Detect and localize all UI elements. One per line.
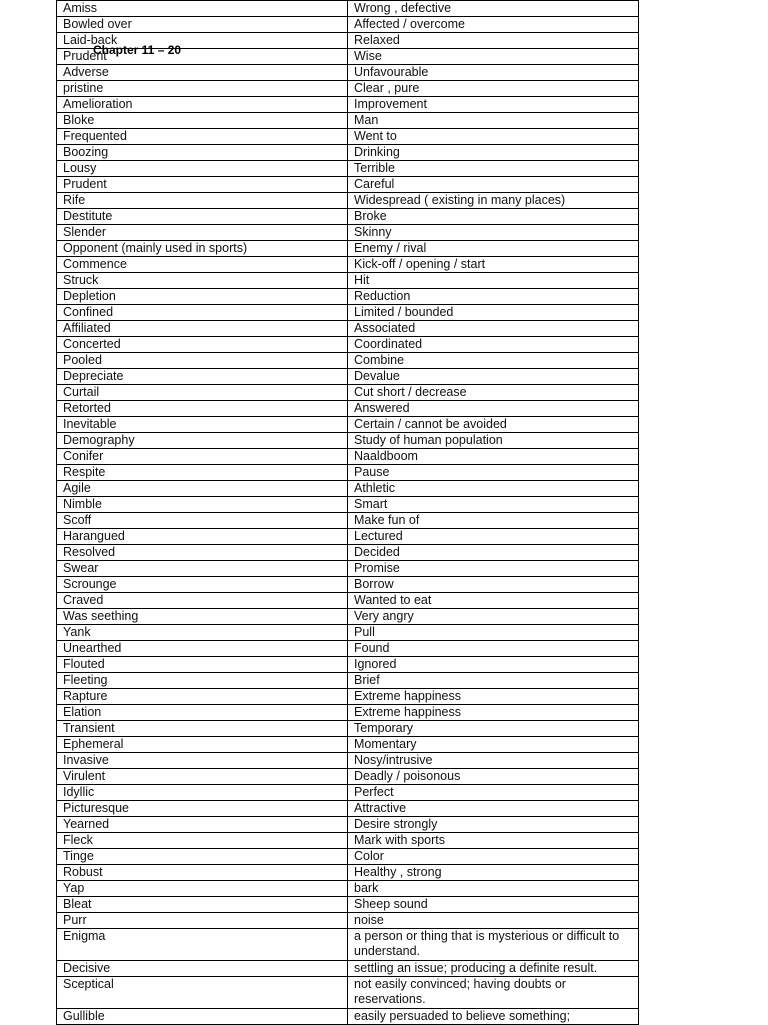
word-cell: Robust [57,865,348,881]
word-cell: Invasive [57,753,348,769]
meaning-cell: easily persuaded to believe something; [348,1009,639,1025]
word-cell: Elation [57,705,348,721]
table-row [57,801,639,817]
word-cell: Laid-back [57,33,348,49]
table-row [57,929,639,961]
meaning-cell: Improvement [348,97,639,113]
table-row [57,465,639,481]
table-row [57,977,639,1009]
meaning-cell: bark [348,881,639,897]
table-row [57,273,639,289]
word-cell: Decisive [57,961,348,977]
meaning-cell: Color [348,849,639,865]
table-row [57,193,639,209]
table-row [57,865,639,881]
table-row [57,817,639,833]
table-row [57,641,639,657]
word-cell: Ephemeral [57,737,348,753]
table-row [57,209,639,225]
table-row [57,177,639,193]
meaning-cell: Pause [348,465,639,481]
word-cell: Yearned [57,817,348,833]
word-cell: Depletion [57,289,348,305]
meaning-cell: Borrow [348,577,639,593]
table-row [57,225,639,241]
meaning-cell: Study of human population [348,433,639,449]
table-row [57,257,639,273]
vocabulary-table-body [57,1,639,1025]
table-row [57,897,639,913]
word-cell: Tinge [57,849,348,865]
word-cell: Confined [57,305,348,321]
word-cell: Destitute [57,209,348,225]
meaning-cell: Answered [348,401,639,417]
word-cell: Respite [57,465,348,481]
word-cell: Virulent [57,769,348,785]
word-cell: Struck [57,273,348,289]
meaning-cell: Promise [348,561,639,577]
meaning-cell: Extreme happiness [348,705,639,721]
table-row [57,689,639,705]
meaning-cell: Skinny [348,225,639,241]
meaning-cell: Pull [348,625,639,641]
meaning-cell: Went to [348,129,639,145]
table-row [57,513,639,529]
table-row [57,529,639,545]
word-cell: Amelioration [57,97,348,113]
table-row [57,961,639,977]
table-row [57,113,639,129]
table-row [57,561,639,577]
table-row [57,145,639,161]
meaning-cell: Relaxed [348,33,639,49]
word-cell: Flouted [57,657,348,673]
table-row [57,449,639,465]
meaning-cell: Combine [348,353,639,369]
meaning-cell: Widespread ( existing in many places) [348,193,639,209]
word-cell: Opponent (mainly used in sports) [57,241,348,257]
meaning-cell: Nosy/intrusive [348,753,639,769]
word-cell: Yap [57,881,348,897]
table-row [57,353,639,369]
table-row [57,433,639,449]
table-row [57,769,639,785]
word-cell: Picturesque [57,801,348,817]
table-row [57,705,639,721]
meaning-cell: Attractive [348,801,639,817]
word-cell: Fleck [57,833,348,849]
meaning-cell: Affected / overcome [348,17,639,33]
table-row [57,305,639,321]
meaning-cell: Hit [348,273,639,289]
table-row [57,401,639,417]
word-cell: Lousy [57,161,348,177]
table-row [57,17,639,33]
table-row [57,417,639,433]
meaning-cell: Smart [348,497,639,513]
word-cell: Rife [57,193,348,209]
word-cell: Concerted [57,337,348,353]
meaning-cell: Lectured [348,529,639,545]
word-cell: Craved [57,593,348,609]
meaning-cell: settling an issue; producing a definite result. [348,961,639,977]
word-cell: Affiliated [57,321,348,337]
meaning-cell: Temporary [348,721,639,737]
word-cell: Transient [57,721,348,737]
word-cell: Rapture [57,689,348,705]
vocabulary-table [56,0,639,1025]
meaning-cell: not easily convinced; having doubts or reservations. [348,977,639,1009]
word-cell: Resolved [57,545,348,561]
table-row [57,369,639,385]
meaning-cell: Man [348,113,639,129]
table-row [57,289,639,305]
word-cell: Commence [57,257,348,273]
meaning-cell: Healthy , strong [348,865,639,881]
table-row [57,833,639,849]
word-cell: Scoff [57,513,348,529]
table-row [57,161,639,177]
meaning-cell: Coordinated [348,337,639,353]
word-cell: Harangued [57,529,348,545]
table-row [57,545,639,561]
word-cell: Prudent [57,49,348,65]
meaning-cell: Devalue [348,369,639,385]
word-cell: Frequented [57,129,348,145]
word-cell: Purr [57,913,348,929]
table-row [57,337,639,353]
meaning-cell: Very angry [348,609,639,625]
word-cell: Demography [57,433,348,449]
table-row [57,609,639,625]
meaning-cell: Ignored [348,657,639,673]
word-cell: Fleeting [57,673,348,689]
word-cell: Curtail [57,385,348,401]
meaning-cell: Deadly / poisonous [348,769,639,785]
word-cell: Retorted [57,401,348,417]
meaning-cell: Wanted to eat [348,593,639,609]
meaning-cell: Brief [348,673,639,689]
word-cell: Bowled over [57,17,348,33]
word-cell: Bleat [57,897,348,913]
meaning-cell: Make fun of [348,513,639,529]
meaning-cell: Perfect [348,785,639,801]
word-cell: Agile [57,481,348,497]
meaning-cell: Clear , pure [348,81,639,97]
table-row [57,321,639,337]
table-row [57,737,639,753]
word-cell: Adverse [57,65,348,81]
word-cell: Slender [57,225,348,241]
table-row [57,593,639,609]
word-cell: Scrounge [57,577,348,593]
word-cell: Depreciate [57,369,348,385]
table-row [57,721,639,737]
meaning-cell: Careful [348,177,639,193]
meaning-cell: Naaldboom [348,449,639,465]
table-row [57,849,639,865]
table-row [57,241,639,257]
table-row [57,1009,639,1025]
word-cell: Swear [57,561,348,577]
word-cell: Enigma [57,929,348,961]
meaning-cell: Sheep sound [348,897,639,913]
meaning-cell: Certain / cannot be avoided [348,417,639,433]
table-row [57,385,639,401]
chapter-heading: Chapter 11 – 20 [93,43,182,57]
meaning-cell: Decided [348,545,639,561]
table-row [57,673,639,689]
word-cell: Gullible [57,1009,348,1025]
meaning-cell: Cut short / decrease [348,385,639,401]
word-cell: Conifer [57,449,348,465]
word-cell: Nimble [57,497,348,513]
meaning-cell: Wrong , defective [348,1,639,17]
word-cell: Amiss [57,1,348,17]
word-cell: pristine [57,81,348,97]
table-row [57,657,639,673]
table-row [57,753,639,769]
meaning-cell: Enemy / rival [348,241,639,257]
table-row [57,913,639,929]
word-cell: Bloke [57,113,348,129]
meaning-cell: Reduction [348,289,639,305]
meaning-cell: Desire strongly [348,817,639,833]
meaning-cell: Extreme happiness [348,689,639,705]
table-row [57,65,639,81]
meaning-cell: Athletic [348,481,639,497]
meaning-cell: noise [348,913,639,929]
meaning-cell: Terrible [348,161,639,177]
meaning-cell: Drinking [348,145,639,161]
word-cell: Boozing [57,145,348,161]
meaning-cell: Limited / bounded [348,305,639,321]
word-cell: Prudent [57,177,348,193]
meaning-cell: Momentary [348,737,639,753]
word-cell: Yank [57,625,348,641]
table-row [57,1,639,17]
table-row [57,497,639,513]
meaning-cell: Broke [348,209,639,225]
word-cell: Pooled [57,353,348,369]
word-cell: Inevitable [57,417,348,433]
meaning-cell: Unfavourable [348,65,639,81]
meaning-cell: Found [348,641,639,657]
meaning-cell: Mark with sports [348,833,639,849]
word-cell: Idyllic [57,785,348,801]
table-row [57,81,639,97]
meaning-cell: Kick-off / opening / start [348,257,639,273]
table-row [57,481,639,497]
table-row [57,881,639,897]
word-cell: Unearthed [57,641,348,657]
table-row [57,785,639,801]
table-row [57,625,639,641]
meaning-cell: a person or thing that is mysterious or difficult to understand. [348,929,639,961]
table-row [57,129,639,145]
table-row [57,577,639,593]
word-cell: Sceptical [57,977,348,1009]
meaning-cell: Wise [348,49,639,65]
word-cell: Was seething [57,609,348,625]
table-row [57,97,639,113]
meaning-cell: Associated [348,321,639,337]
